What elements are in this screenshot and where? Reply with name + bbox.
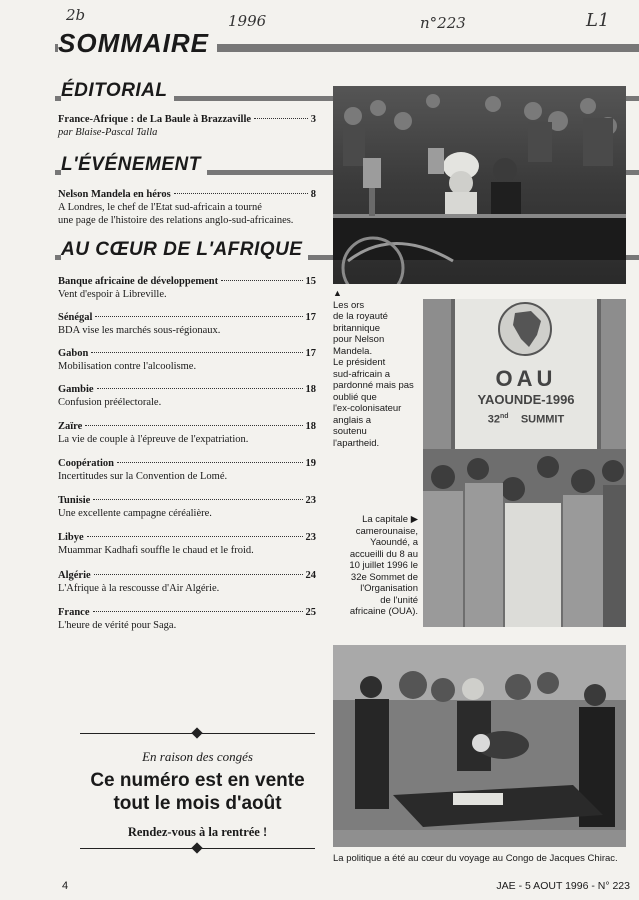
toc-summary-line: Une excellente campagne céréalière. bbox=[58, 508, 212, 519]
promo-box bbox=[80, 725, 315, 860]
toc-author: par Blaise-Pascal Talla bbox=[58, 127, 158, 138]
caption-arrow-icon: ▲ bbox=[333, 288, 342, 298]
toc-summary-line: L'Afrique à la rescousse d'Air Algérie. bbox=[58, 583, 220, 594]
oau-sign-line2: YAOUNDE-1996 bbox=[477, 392, 575, 407]
toc-entry-editorial[interactable] bbox=[58, 113, 316, 139]
oau-sign-ordinal-suffix: nd bbox=[500, 413, 509, 420]
toc-summary-line: Muammar Kadhafi souffle le chaud et le froid. bbox=[58, 545, 254, 556]
caption-chirac: La politique a été au cœur du voyage au Congo de Jacques Chirac. bbox=[333, 853, 618, 864]
caption-arrow-icon: ▶ bbox=[410, 514, 418, 525]
toc-entry-title: France-Afrique : de La Baule à Brazzaville bbox=[58, 114, 252, 125]
toc-entry-title: Coopération bbox=[58, 458, 114, 469]
toc-entry-title: Banque africaine de développement bbox=[58, 276, 219, 287]
toc-page-number: 23 bbox=[305, 495, 316, 506]
toc-summary-line: A Londres, le chef de l'Etat sud-africain a tourné bbox=[58, 202, 262, 213]
photo-oau-summit bbox=[423, 299, 626, 627]
dot-leader bbox=[254, 118, 308, 119]
caption-line: l'apartheid. bbox=[333, 437, 380, 449]
toc-entry-bad[interactable] bbox=[58, 275, 316, 301]
toc-entry-france[interactable] bbox=[58, 606, 316, 632]
toc-page-number: 23 bbox=[305, 532, 316, 543]
handwritten-note-issue: n°223 bbox=[420, 14, 466, 32]
caption-line: l'ex-colonisateur bbox=[333, 403, 402, 414]
dot-leader bbox=[94, 574, 303, 575]
page-title: SOMMAIRE bbox=[58, 28, 217, 58]
caption-line: britannique bbox=[333, 322, 381, 334]
caption-line: Yaoundé, a bbox=[370, 537, 418, 548]
photo-image bbox=[423, 299, 626, 627]
toc-entry-title: Algérie bbox=[58, 570, 91, 581]
section-title: ÉDITORIAL bbox=[61, 80, 174, 102]
handwritten-note-left: 2b bbox=[66, 6, 86, 24]
caption-line: accueilli du 8 au bbox=[349, 548, 418, 560]
photo-image bbox=[333, 645, 626, 847]
toc-page-number: 17 bbox=[305, 348, 316, 359]
toc-entry-gabon[interactable] bbox=[58, 347, 316, 373]
dot-leader bbox=[87, 536, 303, 537]
photo-chirac-congo bbox=[333, 645, 626, 847]
caption-line: Les ors bbox=[333, 299, 365, 311]
toc-entry-title: Nelson Mandela en héros bbox=[58, 189, 171, 200]
dot-leader bbox=[93, 499, 302, 500]
toc-page-number: 3 bbox=[310, 114, 316, 125]
toc-entry-algerie[interactable] bbox=[58, 569, 316, 595]
photo-queen-mandela bbox=[333, 86, 626, 284]
caption-queen bbox=[333, 288, 423, 449]
toc-entry-zaire[interactable] bbox=[58, 420, 316, 446]
oau-sign-text bbox=[453, 367, 599, 428]
oau-sign-summit: SUMMIT bbox=[520, 413, 565, 426]
diamond-icon bbox=[191, 727, 202, 738]
toc-entry-title: Tunisie bbox=[58, 495, 91, 506]
oau-sign-line3 bbox=[453, 409, 599, 428]
toc-summary-line: L'heure de vérité pour Saga. bbox=[58, 620, 177, 631]
caption-line: pardonné mais pas bbox=[333, 380, 414, 391]
photo-image bbox=[333, 86, 626, 284]
caption-line bbox=[330, 514, 418, 526]
dot-leader bbox=[221, 280, 302, 281]
promo-headline-1: Ce numéro est en vente bbox=[90, 770, 305, 791]
toc-page-number: 17 bbox=[305, 312, 316, 323]
handwritten-note-code: L1 bbox=[586, 10, 610, 31]
toc-summary-line: une page de l'histoire des relations anglo-sud-africaines. bbox=[58, 215, 294, 226]
toc-entry-title: Gambie bbox=[58, 384, 94, 395]
dot-leader bbox=[174, 193, 308, 194]
section-title: AU CŒUR DE L'AFRIQUE bbox=[61, 239, 308, 261]
caption-line: Le président bbox=[333, 357, 386, 368]
toc-entry-title: Sénégal bbox=[58, 312, 93, 323]
issue-info: JAE - 5 AOUT 1996 - N° 223 bbox=[496, 880, 630, 892]
caption-oau bbox=[330, 514, 418, 618]
toc-page-number: 19 bbox=[305, 458, 316, 469]
caption-line: camerounaise, bbox=[355, 525, 418, 537]
caption-line: soutenu bbox=[333, 426, 367, 437]
section-title: L'ÉVÉNEMENT bbox=[61, 154, 207, 176]
handwritten-note-year: 1996 bbox=[228, 12, 267, 30]
toc-page-number: 15 bbox=[305, 276, 316, 287]
promo-cta: Rendez-vous à la rentrée ! bbox=[127, 825, 268, 839]
caption-line: anglais a bbox=[333, 414, 372, 426]
toc-page-number: 8 bbox=[310, 189, 316, 200]
dot-leader bbox=[117, 462, 303, 463]
caption-line: oublié que bbox=[333, 391, 377, 403]
diamond-icon bbox=[191, 842, 202, 853]
dot-leader bbox=[97, 388, 303, 389]
toc-summary-line: Mobilisation contre l'alcoolisme. bbox=[58, 361, 197, 372]
toc-entry-title: Libye bbox=[58, 532, 84, 543]
toc-summary-line: BDA vise les marchés sous-régionaux. bbox=[58, 325, 221, 336]
caption-line: africaine (OUA). bbox=[349, 606, 418, 617]
toc-page-number: 18 bbox=[305, 421, 316, 432]
caption-line: pour Nelson bbox=[333, 334, 385, 345]
toc-summary-line: Confusion préélectorale. bbox=[58, 397, 162, 408]
toc-page-number: 18 bbox=[305, 384, 316, 395]
caption-line: de la royauté bbox=[333, 311, 388, 322]
caption-text: La capitale bbox=[362, 514, 409, 525]
toc-entry-title: Zaïre bbox=[58, 421, 83, 432]
toc-entry-cooperation[interactable] bbox=[58, 457, 316, 483]
oau-sign-ordinal: 32 bbox=[487, 413, 501, 426]
toc-summary-line: Vent d'espoir à Libreville. bbox=[58, 289, 167, 300]
promo-intro: En raison des congés bbox=[142, 749, 253, 764]
caption-line: sud-africain a bbox=[333, 368, 391, 380]
dot-leader bbox=[85, 425, 302, 426]
toc-entry-senegal[interactable] bbox=[58, 311, 316, 337]
caption-line: l'Organisation bbox=[360, 583, 418, 594]
toc-entry-gambie[interactable] bbox=[58, 383, 316, 409]
sommaire-header bbox=[0, 28, 639, 60]
toc-entry-title: Gabon bbox=[58, 348, 89, 359]
caption-line: Mandela. bbox=[333, 345, 373, 357]
oau-sign-line1: OAU bbox=[495, 366, 557, 391]
toc-summary-line: Incertitudes sur la Convention de Lomé. bbox=[58, 471, 228, 482]
caption-line: 10 juillet 1996 le bbox=[349, 560, 418, 571]
dot-leader bbox=[93, 611, 303, 612]
toc-entry-tunisie[interactable] bbox=[58, 494, 316, 520]
promo-headline-2: tout le mois d'août bbox=[113, 793, 282, 814]
toc-page-number: 24 bbox=[305, 570, 316, 581]
toc-page-number: 25 bbox=[305, 607, 316, 618]
toc-entry-libye[interactable] bbox=[58, 531, 316, 557]
page-number: 4 bbox=[62, 880, 69, 892]
toc-entry-mandela[interactable] bbox=[58, 188, 316, 227]
caption-line: 32e Sommet de bbox=[350, 571, 418, 583]
toc-summary-line: La vie de couple à l'épreuve de l'expatriation. bbox=[58, 434, 249, 445]
dot-leader bbox=[95, 316, 302, 317]
caption-line: de l'unité bbox=[380, 594, 418, 606]
toc-entry-title: France bbox=[58, 607, 90, 618]
dot-leader bbox=[91, 352, 302, 353]
